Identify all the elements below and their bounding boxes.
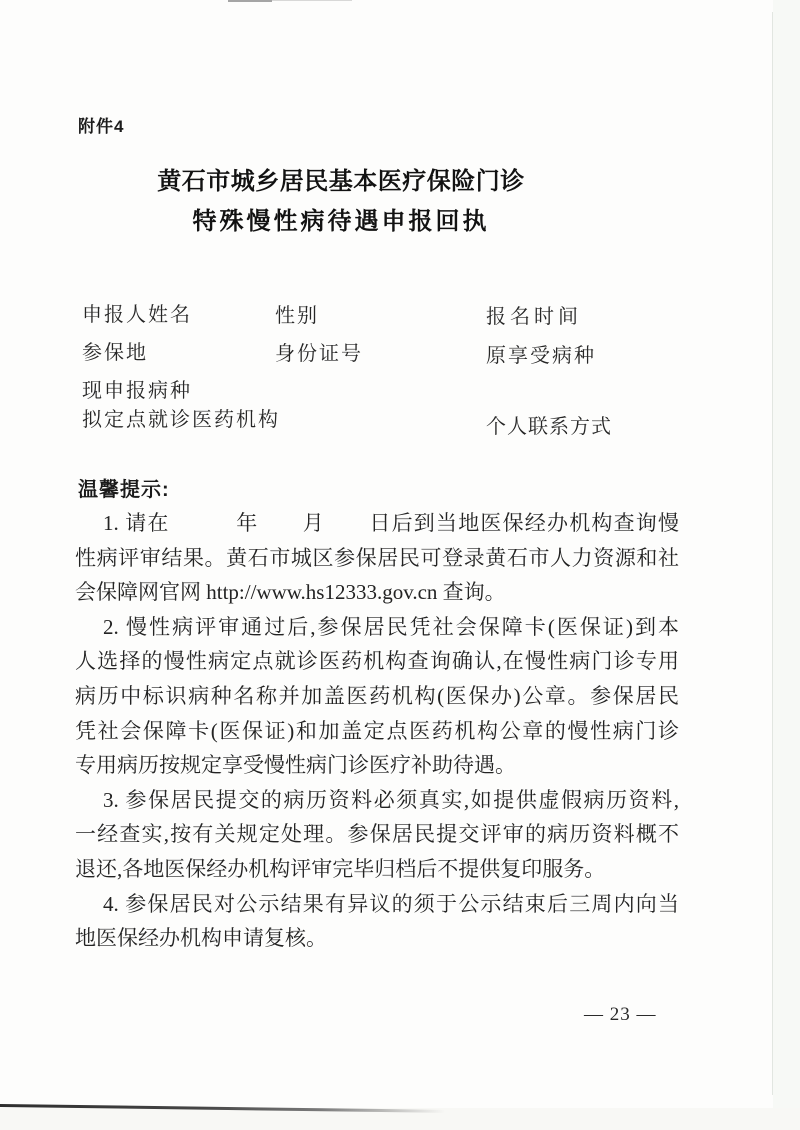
form-label-current-declared-disease: 现申报病种: [82, 380, 192, 402]
form-label-registration-time: 报名时间: [486, 306, 582, 328]
notice-heading: 温馨提示:: [78, 479, 170, 501]
notice-line: 专用病历按规定享受慢性病门诊医疗补助待遇。: [75, 753, 516, 778]
notice-line: 会保障网官网 http://www.hs12333.gov.cn 查询。: [75, 580, 506, 605]
form-label-insured-place: 参保地: [82, 342, 148, 364]
notice-line: 1. 请在 年 月 日后到当地医保经办机构查询慢: [103, 511, 679, 535]
notice-line: 4. 参保居民对公示结果有异议的须于公示结束后三周内向当: [103, 891, 679, 916]
form-label-personal-contact: 个人联系方式: [486, 416, 612, 438]
notice-line: 退还,各地医保经办机构评审完毕归档后不提供复印服务。: [75, 856, 606, 881]
notice-line: 地医保经办机构申请复核。: [75, 926, 327, 951]
form-label-id-number: 身份证号: [275, 343, 363, 365]
form-label-applicant-name: 申报人姓名: [82, 304, 192, 326]
page-number: — 23 —: [584, 1004, 657, 1025]
scan-top-artifact-faint: [272, 0, 352, 1]
document-title-line1: 黄石市城乡居民基本医疗保险门诊: [157, 169, 525, 195]
scan-top-artifact: [228, 0, 272, 2]
form-label-original-disease: 原享受病种: [486, 345, 596, 367]
document-title-line2: 特殊慢性病待遇申报回执: [192, 209, 490, 235]
notice-line: 一经查实,按有关规定处理。参保居民提交评审的病历资料概不: [75, 822, 679, 847]
notice-body: [75, 506, 679, 956]
form-label-designated-medical-institution: 拟定点就诊医药机构: [82, 409, 280, 431]
notice-line: 3. 参保居民提交的病历资料必须真实,如提供虚假病历资料,: [103, 787, 679, 812]
notice-line: 凭社会保障卡(医保证)和加盖定点医药机构公章的慢性病门诊: [75, 718, 679, 743]
form-label-gender: 性别: [275, 305, 319, 327]
notice-line: 性病评审结果。黄石市城区参保居民可登录黄石市人力资源和社: [75, 545, 679, 570]
scan-edge-background: [773, 0, 800, 1130]
notice-line: 人选择的慢性病定点就诊医药机构查询确认,在慢性病门诊专用: [75, 649, 679, 674]
notice-line: 2. 慢性病评审通过后,参保居民凭社会保障卡(医保证)到本: [103, 614, 679, 639]
document-title: [75, 162, 607, 242]
notice-line: 病历中标识病种名称并加盖医药机构(医保办)公章。参保居民: [75, 683, 679, 708]
attachment-label: 附件4: [78, 117, 125, 136]
scan-right-edge-line: [772, 12, 773, 1095]
